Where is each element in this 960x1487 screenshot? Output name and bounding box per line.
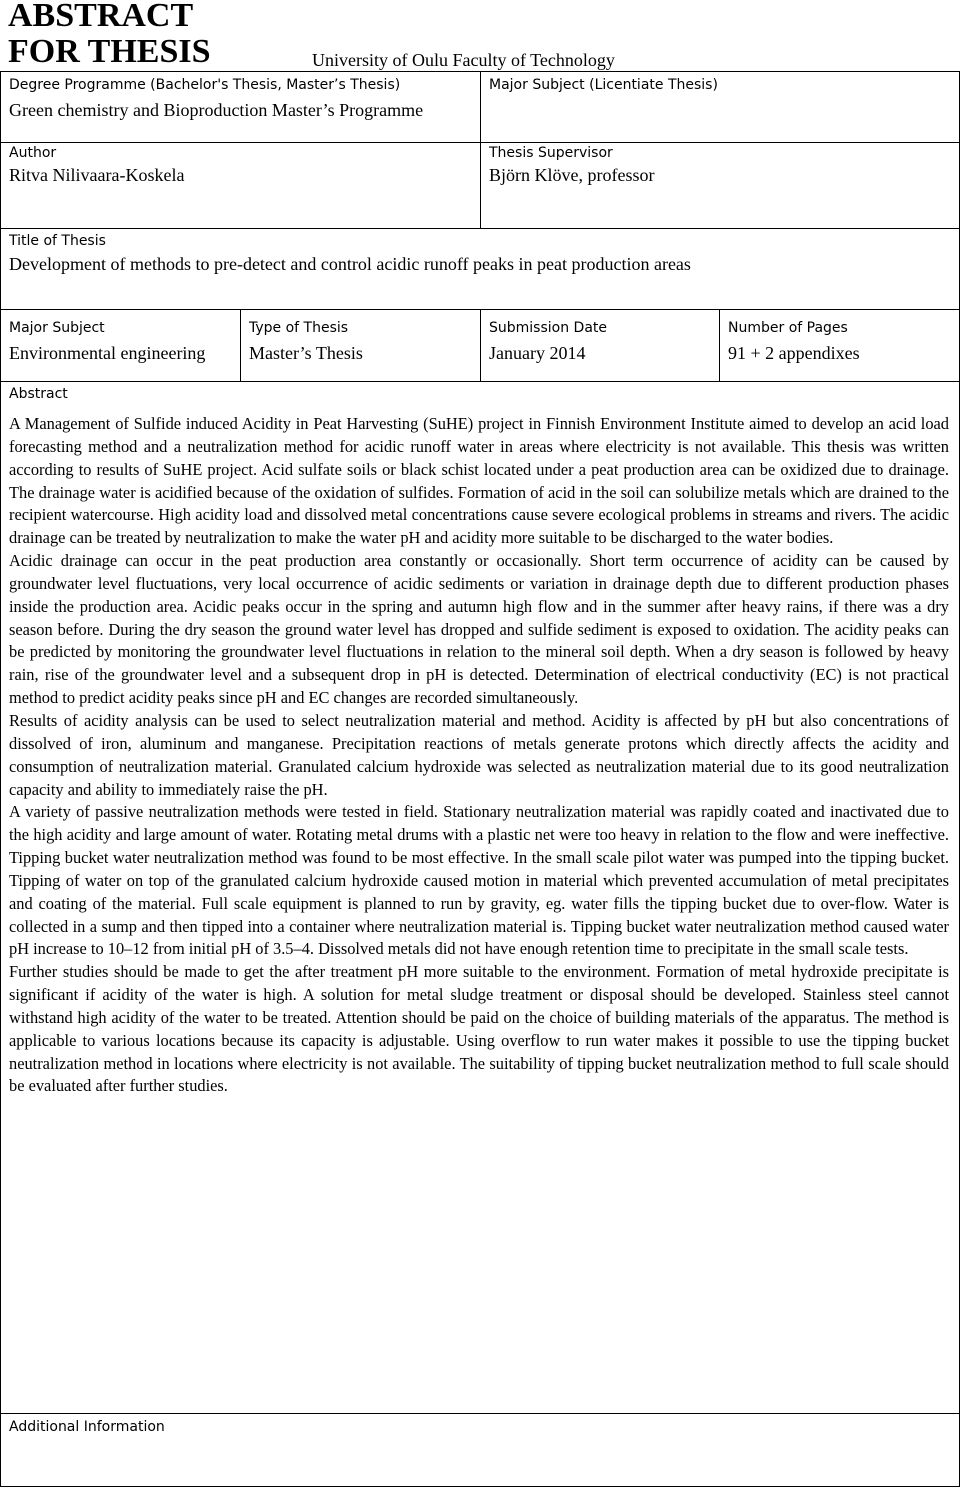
major-subject-cell xyxy=(0,309,241,382)
abstract-paragraph: A Management of Sulfide induced Acidity in Peat Harvesting (SuHE) project in Finnish Environment Institute aimed to develop an acid load forecasting method and a neutralization method for acidic runoff water in areas where electricity is not available. This thesis was written according to results of SuHE project. Acid sulfate soils or black schist located under a peat production area can be oxidized due to drainage. The drainage water is acidified because of the oxidation of sulfides. Formation of acid in the soil can solubilize metals which are drained to the recipient watercourse. High acidity load and dissolved metal concentrations cause severe ecological problems in streams and rivers. The acidic drainage can be treated by neutralization to make the water pH and acidity more suitable to be discharged to the water bodies. xyxy=(9,414,949,548)
programme-value: Green chemistry and Bioproduction Master’s Programme xyxy=(9,100,424,120)
institution-name: University of Oulu Faculty of Technology xyxy=(312,50,615,70)
abstract-paragraph: A variety of passive neutralization methods were tested in field. Stationary neutralization material was rapidly coated and inactivated due to the high acidity and large amount of water. Rotating metal drums with a plastic net were too heavy in relation to the flow and were ineffective. Tipping bucket water neutralization method was found to be most effective. In the small scale pilot water was pumped into the tipping bucket. Tipping of water on top of the granulated calcium hydroxide caused motion in material which prevented accumulation of metal precipitates and coating of the material. Full scale equipment is planned to run by gravity, eg. water fills the tipping bucket due to over-flow. Water is collected in a sump and then tipped into a container where neutralization material is. Tipping bucket water neutralization method caused water pH increase to 10–12 from initial pH of 3.5–4. Dissolved metals did not have enough retention time to precipitate in the small scale tests. xyxy=(9,802,949,959)
page-count-cell xyxy=(719,309,960,382)
submission-date-value: January 2014 xyxy=(489,343,586,363)
thesis-type-value: Master’s Thesis xyxy=(249,343,363,363)
major-subject-label: Major Subject xyxy=(9,320,105,336)
additional-info-label: Additional Information xyxy=(9,1419,165,1435)
author-value: Ritva Nilivaara-Koskela xyxy=(9,165,185,185)
major-subject-value: Environmental engineering xyxy=(9,343,206,363)
additional-info-cell xyxy=(0,1413,960,1487)
supervisor-value: Björn Klöve, professor xyxy=(489,165,655,185)
thesis-title-value: Development of methods to pre-detect and control acidic runoff peaks in peat production areas xyxy=(9,254,691,274)
supervisor-label: Thesis Supervisor xyxy=(489,145,613,161)
author-label: Author xyxy=(9,145,57,161)
title-line-2: FOR THESIS xyxy=(8,33,211,70)
thesis-type-label: Type of Thesis xyxy=(249,320,349,336)
supervisor-cell xyxy=(480,142,960,229)
submission-date-label: Submission Date xyxy=(489,320,608,336)
thesis-type-cell xyxy=(240,309,481,382)
programme-cell xyxy=(0,71,481,143)
abstract-body xyxy=(9,413,949,1098)
title-line-1: ABSTRACT xyxy=(8,0,194,34)
abstract-paragraph: Acidic drainage can occur in the peat production area constantly or occasionally. Short term occurrence of acidity can be caused by groundwater level fluctuations, very local occurrence of acidic sediments or variation in drainage depth due to different production phases inside the production area. Acidic peaks occur in the spring and autumn high flow and in the summer after heavy rains, if there was a dry season before. During the dry season the ground water level has dropped and sulfide sediment is exposed to oxidation. The acidity peaks can be predicted by monitoring the groundwater level fluctuations in relation to the mineral soil depth. When a dry season is followed by heavy rain, rise of the groundwater level and a subsequent drop in pH is detected. Determination of electrical conductivity (EC) is not practical method to predict acidity peaks since pH and EC changes are recorded simultaneously. xyxy=(9,551,949,708)
page-count-label: Number of Pages xyxy=(728,320,848,336)
submission-date-cell xyxy=(480,309,720,382)
page-count-value: 91 + 2 appendixes xyxy=(728,343,860,363)
abstract-paragraph: Further studies should be made to get the after treatment pH more suitable to the environment. Formation of metal hydroxide precipitate is significant if acidity of the water is high. A solution for metal sludge treatment or disposal should be developed. Stainless steel cannot withstand high acidity of the water to be treated. Attention should be paid on the choice of building materials of the apparatus. The method is applicable to various locations because its capacity is adjustable. Using overflow to run water makes it possible to use the tipping bucket neutralization method in locations where electricity is not available. The suitability of tipping bucket neutralization method to full scale should be evaluated after further studies. xyxy=(9,962,949,1096)
licentiate-major-cell xyxy=(480,71,960,143)
abstract-label: Abstract xyxy=(9,386,68,402)
author-cell xyxy=(0,142,481,229)
document-title xyxy=(8,0,211,70)
title-cell xyxy=(0,228,960,310)
abstract-paragraph: Results of acidity analysis can be used to select neutralization material and method. Acidity is affected by pH but also concentrations of dissolved of iron, aluminum and manganese. Precipitation reactions of metals generate protons which directly affects the acidity and consumption of neutralization material. Granulated calcium hydroxide was selected as neutralization material due to its good neutralization capacity and ability to immediately raise the pH. xyxy=(9,710,949,799)
thesis-title-label: Title of Thesis xyxy=(9,233,106,249)
licentiate-major-label: Major Subject (Licentiate Thesis) xyxy=(489,77,718,93)
programme-label: Degree Programme (Bachelor's Thesis, Master’s Thesis) xyxy=(9,77,401,93)
